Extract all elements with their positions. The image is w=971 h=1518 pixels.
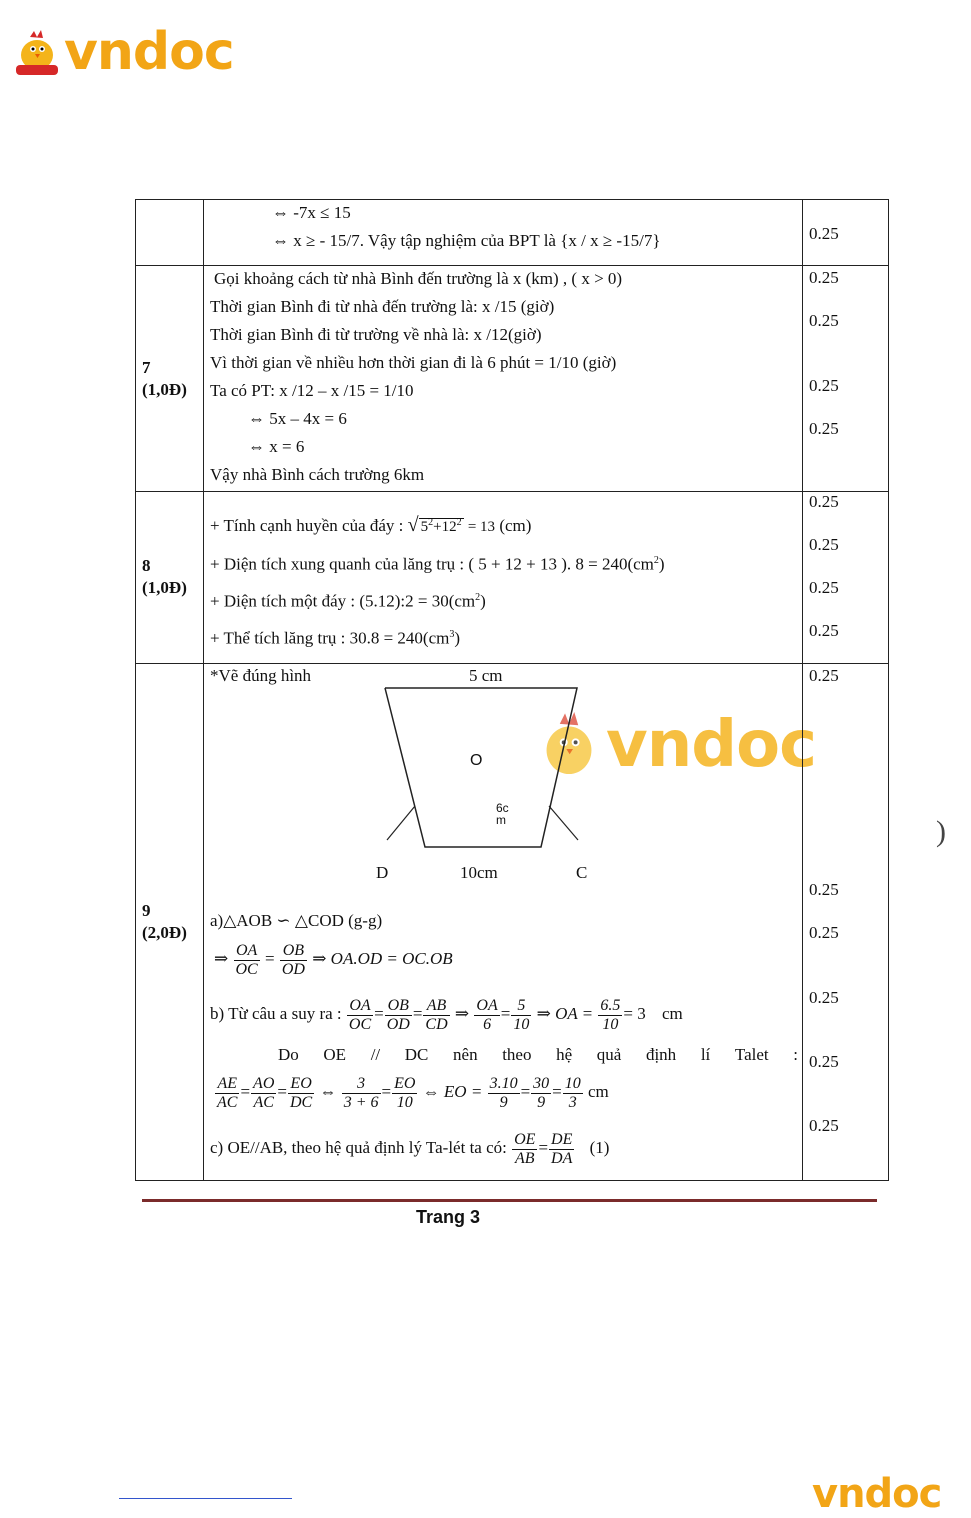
question-cell <box>136 492 204 664</box>
fraction: $\frac{OB}{OD}$ <box>281 941 305 978</box>
score-value: 0.25 <box>809 621 839 640</box>
answer-line: ⇔ -7x ≤ 15 <box>272 203 351 222</box>
answer-line: Gọi khoảng cách từ nhà Bình đến trường là x (km) , ( x > 0) <box>214 269 623 288</box>
answer-cell <box>204 492 803 664</box>
question-cell <box>136 664 204 1181</box>
answer-line: Thời gian Bình đi từ trường về nhà là: x /12(giờ) <box>210 325 542 344</box>
watermark-wordmark: vndoc <box>606 708 816 782</box>
fraction: $\frac{EO}{DC}$ <box>289 1074 313 1111</box>
fraction: $\frac{10}{3}$ <box>564 1074 581 1111</box>
figure-side-label: 6c m <box>496 801 509 827</box>
score-value: 0.25 <box>809 224 839 243</box>
table-row <box>136 492 889 664</box>
fraction: $\frac{DE}{DA}$ <box>551 1130 573 1167</box>
answer-line: Ta có PT: x /12 – x /15 = 1/10 <box>210 381 414 400</box>
score-value: 0.25 <box>809 1116 839 1135</box>
score-cell <box>803 266 889 492</box>
figure-center-label: O <box>470 752 483 769</box>
part-a-ratio-line: ⇒ $\frac{OA}{OC}$ = $\frac{OB}{OD}$ ⇒ OA.OD = OC.OB <box>214 941 453 978</box>
trapezoid-figure <box>369 678 619 848</box>
fraction: $\frac{OE}{AB}$ <box>514 1130 536 1167</box>
fraction: $\frac{6.5}{10}$ <box>600 996 621 1033</box>
sqrt-icon: √ <box>407 514 419 536</box>
figure-vertex-c: C <box>576 863 588 882</box>
fraction: $\frac{AO}{AC}$ <box>253 1074 275 1111</box>
page-number: Trang 3 <box>416 1207 481 1227</box>
answer-line: ⇔ x = 6 <box>248 437 305 456</box>
question-cell <box>136 266 204 492</box>
sqrt-radicand: $5^2+12^2$ <box>420 517 462 535</box>
footer-divider <box>142 1199 877 1202</box>
score-cell <box>803 664 889 1181</box>
answer-cell <box>204 200 803 266</box>
score-value: 0.25 <box>809 578 839 597</box>
figure-top-label: 5 cm <box>469 666 503 685</box>
logo-wordmark: vndoc <box>64 22 234 82</box>
fraction: $\frac{OA}{OC}$ <box>235 941 258 978</box>
vndoc-logo-footer[interactable] <box>812 1470 941 1518</box>
margin-mark: ) <box>936 815 946 848</box>
part-a-line: a)△AOB ∽ △COD (g-g) <box>210 911 383 930</box>
score-value: 0.25 <box>809 666 839 685</box>
hypotenuse-label: + Tính cạnh huyền của đáy : <box>210 516 404 535</box>
lateral-area-line: + Diện tích xung quanh của lăng trụ : ( 5 + 12 + 13 ). $8 = 240(cm^2)$ <box>210 554 665 574</box>
question-number: 7 <box>142 358 151 377</box>
sqrt-result: = 13 <box>467 519 496 535</box>
question-number: 9 <box>142 901 151 920</box>
draw-instruction: *Vẽ đúng hình <box>210 666 312 685</box>
score-value: 0.25 <box>809 1052 839 1071</box>
fraction: $\frac{AE}{AC}$ <box>217 1074 238 1111</box>
score-value: 0.25 <box>809 376 839 395</box>
chicken-mascot-icon <box>12 27 62 77</box>
score-value: 0.25 <box>809 988 839 1007</box>
score-cell <box>803 200 889 266</box>
score-value: 0.25 <box>809 923 839 942</box>
question-points: (1,0Đ) <box>142 578 187 597</box>
fraction: $\frac{5}{10}$ <box>513 996 530 1033</box>
answer-line: Vậy nhà Bình cách trường 6km <box>210 465 425 484</box>
answer-line: ⇔ 5x – 4x = 6 <box>248 409 347 428</box>
table-row <box>136 664 889 1181</box>
fraction: $\frac{OA}{6}$ <box>476 996 498 1033</box>
score-value: 0.25 <box>809 419 839 438</box>
hypotenuse-line <box>210 512 531 538</box>
part-c-line: c) OE//AB, theo hệ quả định lý Ta-lét ta có: $\frac{OE}{AB}$ = $\frac{DE}{DA}$ (1) <box>210 1130 610 1167</box>
question-number: 8 <box>142 556 151 575</box>
base-area-line: + Diện tích một đáy : (5.12):2 = $30(cm^2)$ <box>210 591 486 611</box>
vndoc-logo[interactable] <box>12 22 234 82</box>
score-cell <box>803 492 889 664</box>
fraction: $\frac{3}{3 + 6}$ <box>343 1074 379 1111</box>
table-row <box>136 200 889 266</box>
table-row <box>136 266 889 492</box>
answer-line: ⇔ x ≥ - 15/7. Vậy tập nghiệm của BPT là {x / x ≥ -15/7} <box>272 231 661 250</box>
fraction: $\frac{3.10}{9}$ <box>489 1074 518 1111</box>
score-value: 0.25 <box>809 268 839 287</box>
figure-vertex-d: D <box>376 863 389 882</box>
footer-link-underline[interactable] <box>119 1498 292 1499</box>
score-value: 0.25 <box>809 492 839 511</box>
answer-cell <box>204 266 803 492</box>
diagonal-bd <box>387 806 415 840</box>
question-points: (2,0Đ) <box>142 923 187 942</box>
answer-cell <box>204 664 803 1181</box>
fraction: $\frac{OA}{OC}$ <box>348 996 372 1033</box>
figure-bottom-label: 10cm <box>460 863 498 882</box>
question-points: (1,0Đ) <box>142 380 187 399</box>
volume-line: + Thể tích lăng trụ : $30.8 = 240(cm^3)$ <box>210 628 461 648</box>
answer-line: Vì thời gian về nhiều hơn thời gian đi là 6 phút = 1/10 (giờ) <box>210 353 617 372</box>
answer-line: Thời gian Bình đi từ nhà đến trường là: x /15 (giờ) <box>210 297 555 316</box>
fraction: $\frac{AB}{CD}$ <box>425 996 448 1033</box>
diagonal-ac <box>549 806 578 840</box>
hypotenuse-unit: (cm) <box>499 516 532 535</box>
solution-table <box>135 199 889 1181</box>
fraction: $\frac{OB}{OD}$ <box>386 996 410 1033</box>
score-value: 0.25 <box>809 311 839 330</box>
eo-calc-line: $\frac{AE}{AC}$ = $\frac{AO}{AC}$ = $\frac{EO}{DC}$ ⇔ $\frac{3}{3 + 6}$ = $\frac{EO}{10}$ ⇔ EO = $\frac{3.10}{9}$ = $\frac{30}{9}$ = $\frac{10}{3}$ cm <box>217 1074 609 1111</box>
part-b-line: b) Từ câu a suy ra : $\frac{OA}{OC}$ = $\frac{OB}{OD}$ = $\frac{AB}{CD}$ ⇒ $\frac{OA}{6}$ = $\frac{5}{10}$ ⇒ OA = $\frac{6.5}{10}$ = 3 cm <box>210 996 683 1033</box>
fraction: $\frac{EO}{10}$ <box>394 1074 416 1111</box>
talet-line: Do OE // DC nên theo hệ quả định lí Talet : <box>278 1045 798 1064</box>
score-value: 0.25 <box>809 535 839 554</box>
score-value: 0.25 <box>809 880 839 899</box>
question-cell <box>136 200 204 266</box>
fraction: $\frac{30}{9}$ <box>533 1074 550 1111</box>
logo-wordmark: vndoc <box>812 1471 942 1517</box>
